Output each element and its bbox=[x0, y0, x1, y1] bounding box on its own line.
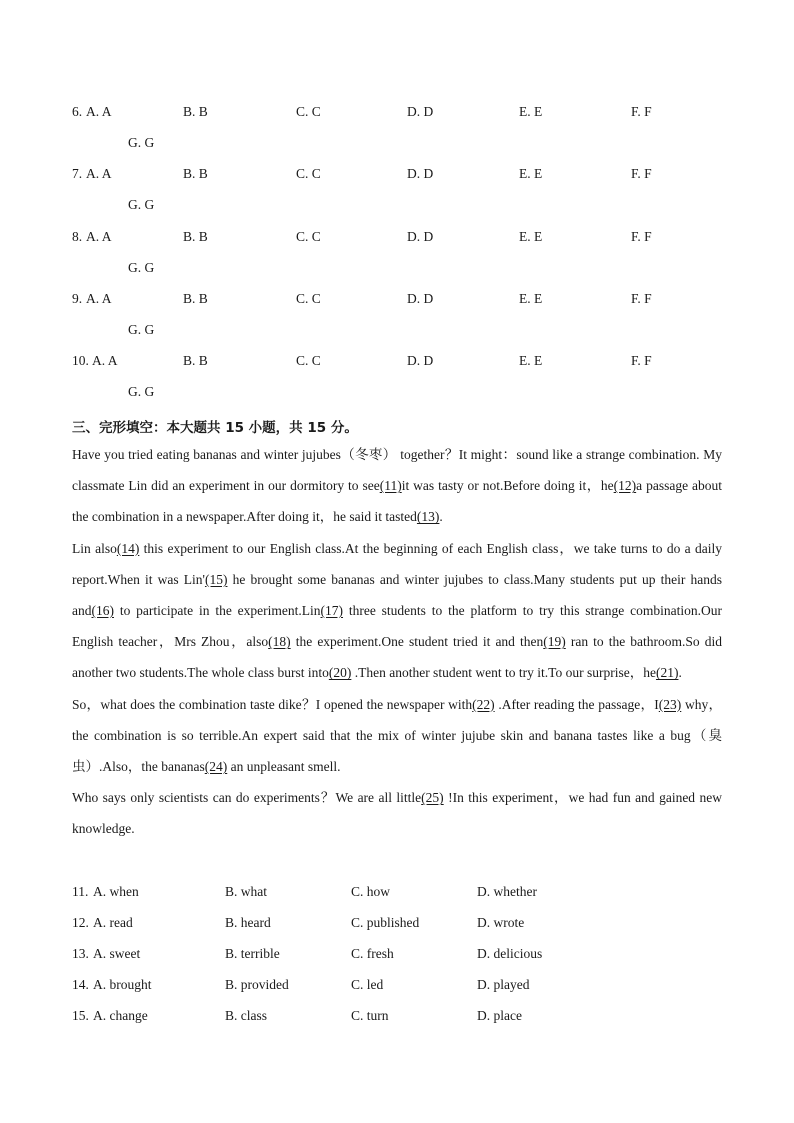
answer-option: A. A bbox=[86, 166, 112, 182]
answer-option: B. terrible bbox=[225, 946, 280, 962]
passage-paragraph bbox=[72, 533, 722, 689]
blank-number: (14) bbox=[116, 540, 140, 556]
blank-number: (20) bbox=[328, 665, 352, 681]
answer-option: A. A bbox=[92, 353, 118, 369]
passage-text: why，the combination is so terrible.An expert said that the mix of winter jujube skin and banana tastes like a bug（臭虫）.Also，the bananas bbox=[72, 696, 723, 775]
answer-option: G. G bbox=[128, 259, 155, 275]
answer-option: D. delicious bbox=[477, 946, 543, 962]
passage-text: an unpleasant smell. bbox=[227, 759, 341, 775]
passage-text: Who says only scientists can do experiments？We are all little bbox=[72, 790, 422, 806]
passage-text: ran to the bathroom.So did another two students.The whole class burst into bbox=[72, 634, 722, 681]
blank-number: (21) bbox=[655, 665, 679, 681]
answer-option: B. B bbox=[183, 104, 208, 119]
answer-option: E. E bbox=[519, 104, 543, 119]
answer-option: C. C bbox=[296, 228, 321, 244]
answer-option: C. C bbox=[296, 353, 321, 369]
answer-option: B. B bbox=[183, 290, 208, 306]
answer-option: B. B bbox=[183, 353, 208, 369]
answer-option: B. B bbox=[183, 228, 208, 244]
passage-paragraph bbox=[72, 782, 722, 844]
answer-option: E. E bbox=[519, 166, 543, 182]
passage-text: Have you tried eating bananas and winter jujubes（冬枣） together？It might：sound like a strange combination. My classmate Lin did an experiment in our dormitory to see bbox=[72, 447, 722, 494]
answer-option: F. F bbox=[631, 353, 652, 369]
passage-text: this experiment to our English class.At the beginning of each English class，we take turns to do a daily report.When it was Lin' bbox=[72, 540, 722, 587]
passage-text: !In this experiment，we had fun and gained new knowledge. bbox=[72, 790, 722, 837]
answer-option: D. D bbox=[407, 166, 434, 182]
passage-text: .After reading the passage，I bbox=[494, 696, 659, 712]
answer-option: C. how bbox=[351, 884, 391, 899]
answer-option: A. A bbox=[86, 104, 112, 119]
question-number: 6. bbox=[72, 104, 83, 119]
answer-option: E. E bbox=[519, 228, 543, 244]
answer-option: D. D bbox=[407, 353, 434, 369]
answer-option: B. class bbox=[225, 1008, 267, 1024]
answer-option: G. G bbox=[128, 321, 155, 337]
answer-option: G. G bbox=[128, 197, 155, 213]
blank-number: (17) bbox=[320, 603, 344, 619]
answer-option: C. C bbox=[296, 104, 321, 119]
answer-option: F. F bbox=[631, 104, 652, 119]
answer-option: D. whether bbox=[477, 884, 537, 899]
answer-option: B. provided bbox=[225, 977, 289, 993]
answer-option: G. G bbox=[128, 135, 155, 150]
question-number: 14. bbox=[72, 977, 89, 993]
answer-option: D. D bbox=[407, 104, 434, 119]
answer-option: G. G bbox=[128, 384, 155, 400]
passage-paragraph bbox=[72, 689, 722, 783]
passage-paragraph bbox=[72, 439, 722, 533]
answer-option: D. D bbox=[407, 290, 434, 306]
answer-option: B. heard bbox=[225, 915, 271, 931]
answer-option: C. led bbox=[351, 977, 384, 993]
answer-option: C. C bbox=[296, 290, 321, 306]
question-number: 11. bbox=[72, 884, 89, 899]
answer-option: A. change bbox=[93, 1008, 148, 1024]
blank-number: (11) bbox=[379, 478, 402, 494]
answer-option: E. E bbox=[519, 353, 543, 369]
question-number: 12. bbox=[72, 915, 89, 931]
answer-option: C. C bbox=[296, 166, 321, 182]
answer-option: A. read bbox=[93, 915, 133, 931]
blank-number: (25) bbox=[421, 790, 444, 806]
blank-number: (24) bbox=[204, 759, 228, 775]
answer-option: C. fresh bbox=[351, 946, 394, 962]
cloze-passage bbox=[72, 439, 722, 845]
blank-number: (12) bbox=[613, 478, 637, 494]
answer-option: C. published bbox=[351, 915, 420, 931]
question-number: 10. bbox=[72, 353, 89, 369]
question-number: 15. bbox=[72, 1008, 89, 1024]
passage-text: three students to the platform to try this strange combination.Our English teacher，Mrs Zhou，also bbox=[72, 603, 722, 650]
answer-option: D. D bbox=[407, 228, 434, 244]
passage-text: . bbox=[439, 509, 443, 525]
answer-option: E. E bbox=[519, 290, 543, 306]
question-number: 9. bbox=[72, 290, 83, 306]
passage-text: he brought some bananas and winter jujubes to class.Many students put up their hands and bbox=[72, 571, 722, 619]
blank-number: (23) bbox=[658, 696, 682, 712]
section-heading: 三、完形填空：本大题共 15 小题，共 15 分。 bbox=[72, 420, 358, 436]
answer-option: F. F bbox=[631, 166, 652, 182]
passage-text: . bbox=[678, 665, 682, 681]
answer-option: A. A bbox=[86, 228, 112, 244]
passage-text: the experiment.One student tried it and then bbox=[290, 634, 544, 650]
answer-option: D. wrote bbox=[477, 915, 525, 931]
answer-option: D. played bbox=[477, 977, 530, 993]
passage-text: So，what does the combination taste dike？I opened the newspaper with bbox=[72, 696, 473, 712]
answer-option: A. brought bbox=[93, 977, 152, 993]
answer-option: B. B bbox=[183, 166, 208, 182]
answer-option: C. turn bbox=[351, 1008, 389, 1024]
passage-text: it was tasty or not.Before doing it，he bbox=[401, 478, 614, 494]
blank-number: (16) bbox=[91, 603, 114, 619]
question-number: 7. bbox=[72, 166, 83, 182]
question-number: 13. bbox=[72, 946, 89, 962]
answer-option: A. sweet bbox=[93, 946, 141, 962]
passage-text: Lin also bbox=[72, 540, 117, 556]
passage-text: .Then another student went to try it.To our surprise，he bbox=[351, 665, 656, 681]
answer-option: F. F bbox=[631, 290, 652, 306]
blank-number: (13) bbox=[416, 509, 440, 525]
answer-option: A. when bbox=[93, 884, 139, 899]
answer-option: D. place bbox=[477, 1008, 522, 1024]
answer-option: A. A bbox=[86, 290, 112, 306]
blank-number: (19) bbox=[543, 634, 566, 650]
passage-text: to participate in the experiment.Lin bbox=[114, 603, 321, 619]
question-number: 8. bbox=[72, 228, 83, 244]
answer-option: F. F bbox=[631, 228, 652, 244]
blank-number: (15) bbox=[204, 571, 228, 587]
blank-number: (18) bbox=[268, 634, 291, 650]
passage-text: a passage about the combination in a newspaper.After doing it，he said it tasted bbox=[72, 478, 723, 525]
blank-number: (22) bbox=[472, 696, 495, 712]
answer-option: B. what bbox=[225, 884, 267, 899]
